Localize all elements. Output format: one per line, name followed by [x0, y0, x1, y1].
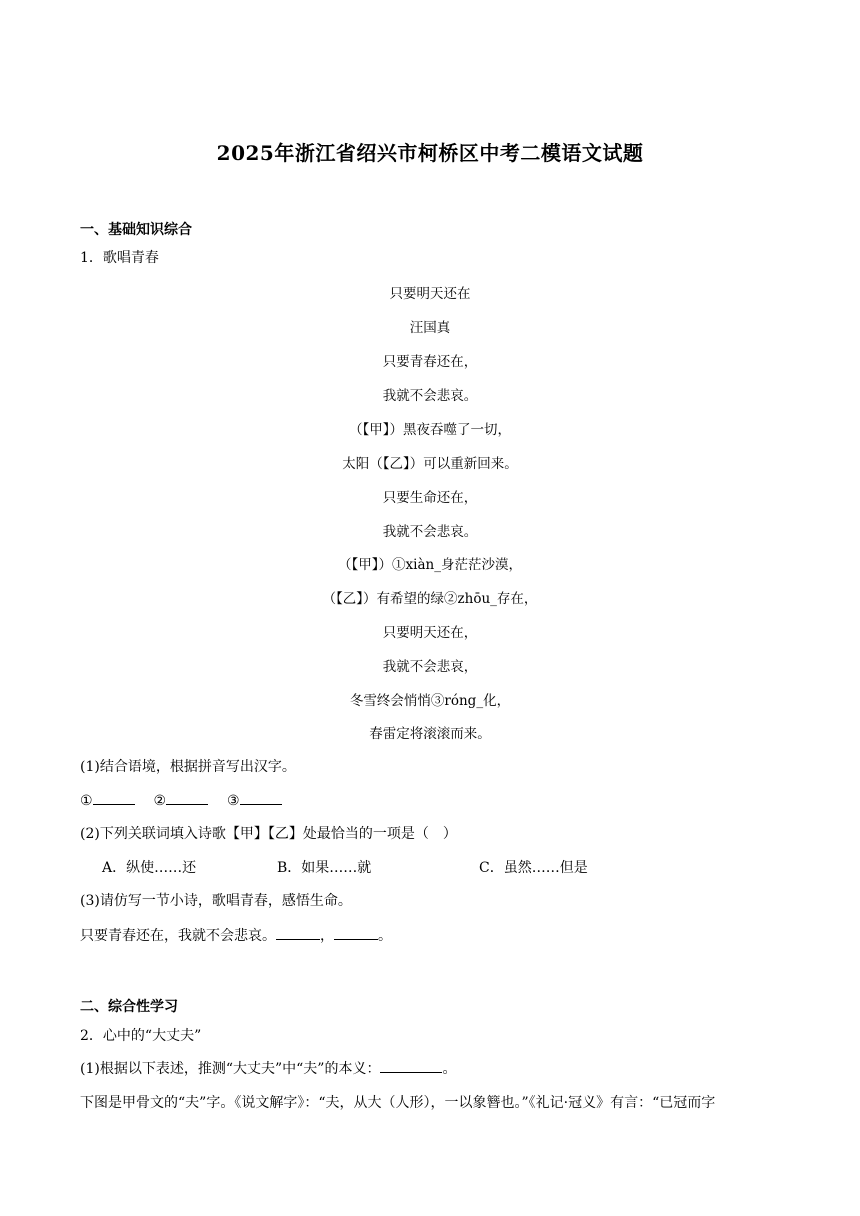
imitation-end: 。 [378, 928, 392, 944]
poem-line: （【乙】）有希望的绿②zhōu_存在， [322, 591, 538, 607]
blank-label-3: ③ [226, 793, 240, 809]
sub-question-2-1-end: 。 [442, 1061, 457, 1077]
question-1-title: 1．歌唱青春 [80, 250, 159, 266]
answer-blank-3[interactable] [240, 790, 282, 805]
option-b[interactable]: B．如果……就 [277, 860, 372, 876]
option-c[interactable]: C．虽然……但是 [479, 860, 588, 876]
answer-blank-1[interactable] [93, 790, 135, 805]
poem-title: 只要明天还在 [389, 286, 471, 302]
blank-label-1: ① [80, 793, 93, 809]
poem-line: 只要明天还在， [382, 625, 478, 641]
option-a[interactable]: A．纵使……还 [102, 860, 197, 876]
poem-line: 只要青春还在， [382, 354, 478, 370]
poem-line: 冬雪终会悄悄③róng_化， [349, 693, 511, 709]
poem-line: （【甲】）黑夜吞噬了一切， [349, 422, 511, 438]
poem-line: 只要生命还在， [382, 490, 478, 506]
answer-blanks [80, 790, 282, 809]
question-2-title: 2．心中的“大丈夫” [80, 1028, 202, 1044]
imitation-separator: ， [320, 928, 334, 944]
poem-line: 春雷定将滚滚而来。 [369, 726, 491, 742]
sub-question-2-1-text: (1)根据以下表述，推测“大丈夫”中“夫”的本义： [80, 1061, 381, 1077]
imitation-answer-line [80, 925, 392, 945]
section-1-heading: 一、基础知识综合 [80, 222, 192, 238]
poem-line: 太阳（【乙】）可以重新回来。 [342, 456, 518, 472]
poem-author: 汪国真 [409, 320, 451, 336]
page-title: 2025年浙江省绍兴市柯桥区中考二模语文试题 [216, 141, 644, 165]
answer-blank-2[interactable] [166, 790, 208, 805]
imitation-blank-2[interactable] [334, 925, 378, 940]
sub-question-2-1 [80, 1058, 456, 1078]
imitation-prefix: 只要青春还在，我就不会悲哀。 [80, 928, 276, 944]
reading-text: 下图是甲骨文的“夫”字。《说文解字》：“夫，从大（人形），一以象簪也。”《礼记·冠义》有言：“已冠而字 [80, 1095, 716, 1111]
sub-question-1: (1)结合语境，根据拼音写出汉字。 [80, 759, 296, 775]
sub-question-2: (2)下列关联词填入诗歌【甲】【乙】处最恰当的一项是（ ） [80, 826, 457, 842]
poem-line: （【甲】）①xiàn_身茫茫沙漠， [338, 557, 522, 573]
sub-question-3: (3)请仿写一节小诗，歌唱青春，感悟生命。 [80, 893, 352, 909]
blank-label-2: ② [153, 793, 167, 809]
poem-line: 我就不会悲哀。 [382, 388, 478, 404]
imitation-blank-1[interactable] [276, 925, 320, 940]
answer-blank-meaning[interactable] [380, 1058, 442, 1073]
poem-line: 我就不会悲哀， [382, 659, 478, 675]
section-2-heading: 二、综合性学习 [80, 999, 178, 1015]
poem-line: 我就不会悲哀。 [382, 524, 478, 540]
